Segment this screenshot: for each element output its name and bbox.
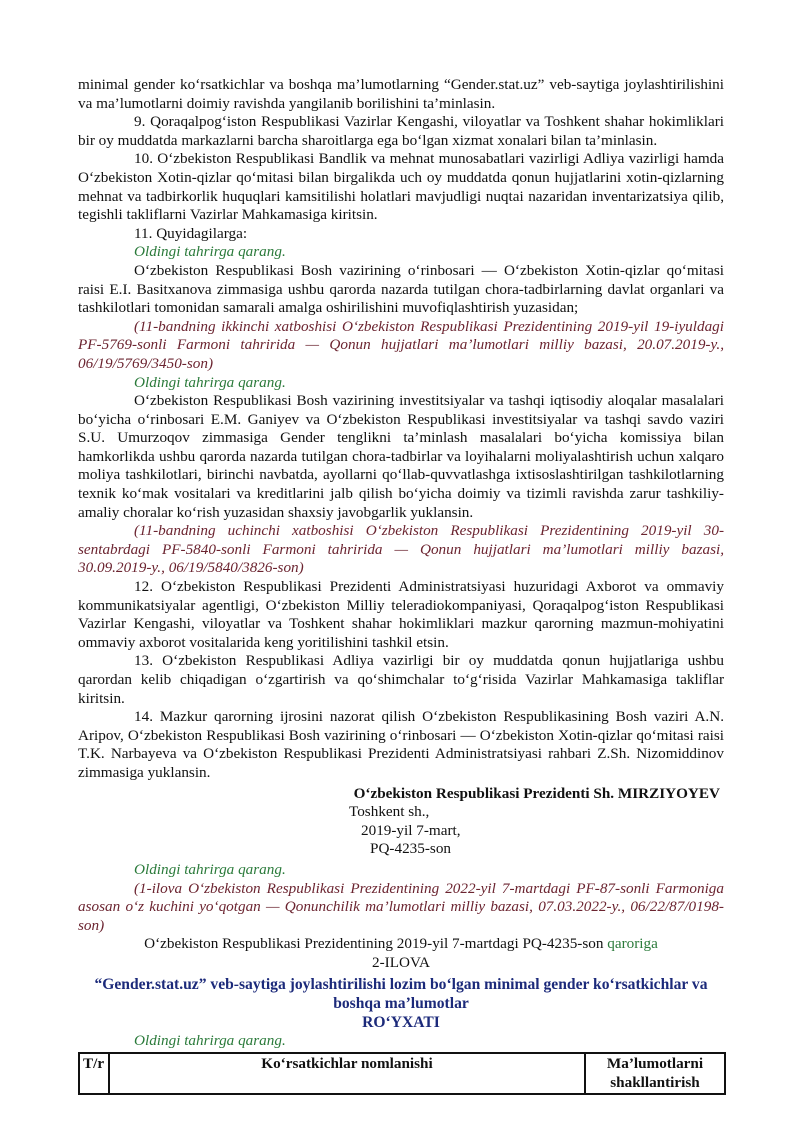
appendix-reference-text: O‘zbekiston Respublikasi Prezidentining 2019-yil 7-martdagi PQ-4235-son [144,935,604,953]
appendix-title-line-3: RO‘YXATI [362,1013,440,1031]
header-number: T/r [79,1053,109,1094]
signature-name: O‘zbekiston Respublikasi Prezidenti Sh. MIRZIYOYEV [353,784,720,802]
signature-number: PQ-4235-son [370,840,452,858]
previous-edition-link[interactable]: Oldingi tahrirga qarang. [134,860,286,878]
appendix-title-line-1: “Gender.stat.uz” veb-saytiga joylashtirilishi lozim bo‘lgan minimal gender ko‘rsatkichlar va [94,975,708,993]
appendix-label: 2-ILOVA [372,953,430,971]
previous-edition-link[interactable]: Oldingi tahrirga qarang. [134,373,286,391]
paragraph-14: 14. Mazkur qarorning ijrosini nazorat qilish O‘zbekiston Respublikasining Bosh vaziri A.N. Aripov, O‘zbekiston Respublikasi Bosh vazirining o‘rinbosari — O‘zbekiston Xotin-qizlar qo‘mitasi raisi T.K. Narbayeva va O‘zbekiston Respublikasi Prezidenti Administratsiyasi rahbari Z.Sh. Nizomiddinov zimmasiga yuklansin. [78,708,724,781]
table-header-row [79,1053,725,1094]
signature-city: Toshkent sh., [349,803,430,821]
header-indicator-name: Ko‘rsatkichlar nomlanishi [109,1053,585,1094]
previous-edition-link[interactable]: Oldingi tahrirga qarang. [134,243,286,261]
appendix-reference-link[interactable]: qaroriga [607,935,658,953]
appendix-title-line-2: boshqa ma’lumotlar [333,994,469,1012]
paragraph-11-part-3: O‘zbekiston Respublikasi Bosh vazirining investitsiyalar va tashqi iqtisodiy aloqalar masalalari bo‘yicha o‘rinbosari E.M. Ganiyev va O‘zbekiston Respublikasi investitsiyalar va tashqi savdo vaziri S.U. Umurzoqov zimmasiga Gender tenglikni ta’minlash masalalari bo‘yicha komissiya bilan hamkorlikda ushbu qarorda nazarda tutilgan chora-tadbirlar va loyihalarni moliyalashtirish uchun xalqaro moliya tashkilotlari, birinchi navbatda, ayollarni qo‘llab-quvvatlashga ixtisoslashtirilgan tashkilotlarning texnik ko‘mak vositalari va kreditlarini jalb qilish bo‘yicha doimiy va tizimli ravishda zarur tashkiliy-amaliy choralar ko‘rish yuzasidan shaxsiy javobgarlik yuklansin. [78,392,724,521]
paragraph-9: 9. Qoraqalpog‘iston Respublikasi Vazirlar Kengashi, viloyatlar va Toshkent shahar hokimliklari bir oy muddatda markazlarni barcha sharoitlarga ega bo‘lgan xizmat xonalari bilan ta’minlasin. [78,113,724,149]
signature-details [348,803,724,859]
paragraph-12: 12. O‘zbekiston Respublikasi Prezidenti Administratsiyasi huzuridagi Axborot va ommaviy kommunikatsiyalar agentligi, O‘zbekiston Milliy teleradiokompaniyasi, Qoraqalpog‘iston Respublikasi Vazirlar Kengashi, viloyatlar va Toshkent shahar hokimliklari mazkur qarorning mazmun-mohiyatini ommaviy axborot vositalarida keng yoritilishini tashkil etsin. [78,578,724,651]
paragraph-10: 10. O‘zbekiston Respublikasi Bandlik va mehnat munosabatlari vazirligi Adliya vazirligi hamda O‘zbekiston Xotin-qizlar qo‘mitasi bilan birgalikda uch oy muddatda qonun hujjatlarini xotin-qizlarning mehnat va tadbirkorlik huquqlari kamsitilishi holatlari mavjudligi nuqtai nazaridan inventarizatsiya qilib, tegishli takliflarni Vazirlar Mahkamasiga kiritsin. [78,150,724,224]
paragraph-13: 13. O‘zbekiston Respublikasi Adliya vazirligi bir oy muddatda qonun hujjatlariga ushbu qarordan kelib chiqadigan o‘zgartirish va qo‘shimchalar to‘g‘risida Vazirlar Mahkamasiga takliflar kiritsin. [78,652,724,707]
indicators-table [78,1052,726,1095]
amendment-note-2: (11-bandning uchinchi xatboshisi O‘zbekiston Respublikasi Prezidentining 2019-yil 30-sentabrdagi PF-5840-sonli Farmoni tahririda — Qonun hujjatlari ma’lumotlari milliy bazasi, 30.09.2019-y., 06/19/5840/3826-son) [78,522,724,577]
amendment-note-3: (1-ilova O‘zbekiston Respublikasi Prezidentining 2022-yil 7-martdagi PF-87-sonli Farmoniga asosan o‘z kuchini yo‘qotgan — Qonunchilik ma’lumotlari milliy bazasi, 07.03.2022-y., 06/22/87/0198-son) [78,879,724,934]
signature-date: 2019-yil 7-mart, [361,821,461,839]
appendix-reference [78,935,724,954]
header-data-formation: Ma’lumotlarni shakllantirish [585,1053,725,1094]
paragraph-11: 11. Quyidagilarga: [134,224,248,242]
paragraph-11-part-2: O‘zbekiston Respublikasi Bosh vazirining o‘rinbosari — O‘zbekiston Xotin-qizlar qo‘mitasi raisi E.I. Basitxanova zimmasiga ushbu qarorda nazarda tutilgan chora-tadbirlarning davlat organlari va tashkilotlari tomonidan samarali amalga oshirilishini muvofiqlashtirish yuzasidan; [78,261,724,317]
paragraph-intro: minimal gender ko‘rsatkichlar va boshqa ma’lumotlarning “Gender.stat.uz” veb-saytiga joylashtirilishini va ma’lumotlarni doimiy ravishda yangilanib borilishini ta’minlasin. [78,76,724,112]
previous-edition-link[interactable]: Oldingi tahrirga qarang. [134,1031,286,1049]
amendment-note-1: (11-bandning ikkinchi xatboshisi O‘zbekiston Respublikasi Prezidentining 2019-yil 19-iyuldagi PF-5769-sonli Farmoni tahririda — Qonun hujjatlari ma’lumotlari milliy bazasi, 20.07.2019-y., 06/19/5769/3450-son) [78,317,724,372]
